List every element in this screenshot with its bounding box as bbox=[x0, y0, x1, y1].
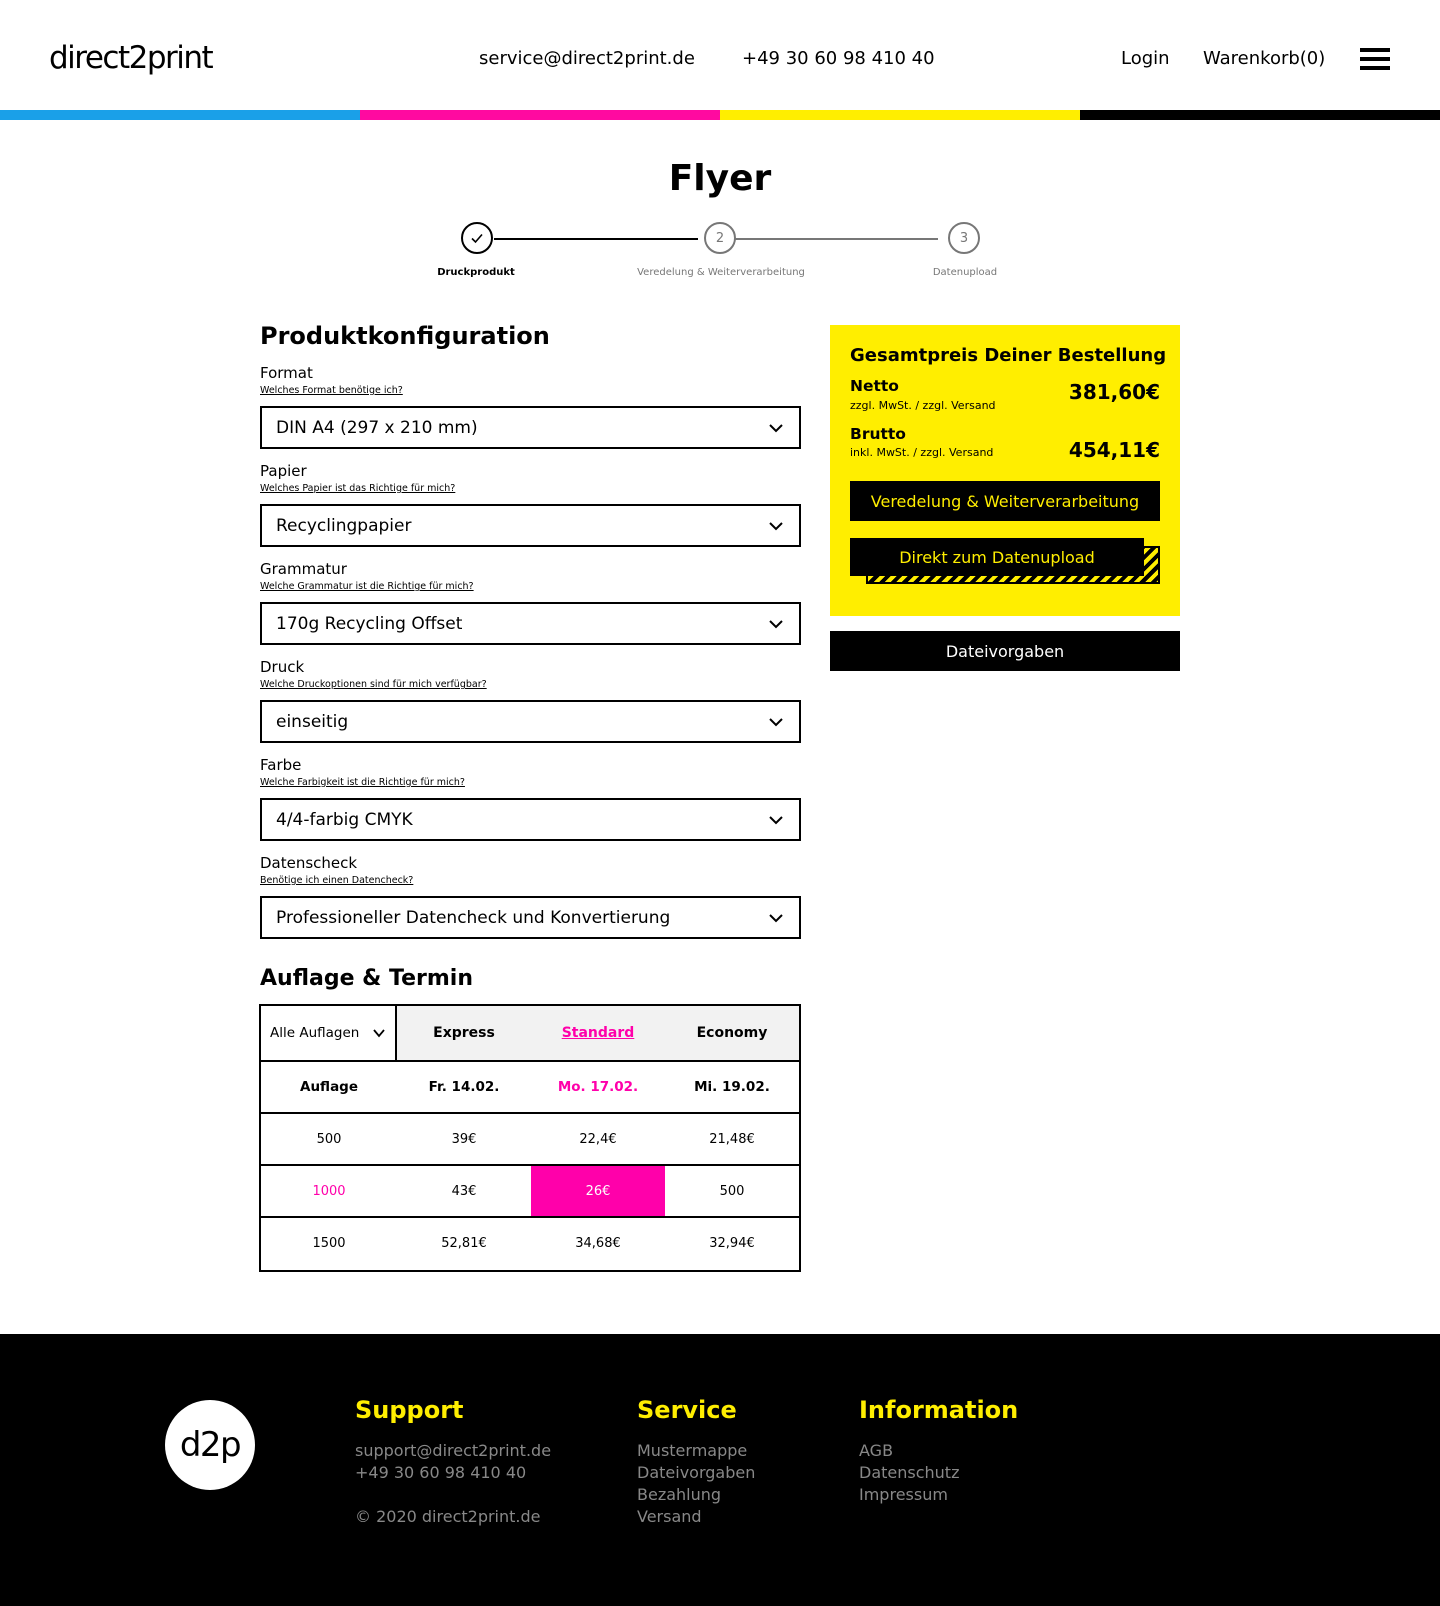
price-cell[interactable]: 500 bbox=[719, 1183, 745, 1199]
farbe-help-link[interactable]: Welche Farbigkeit ist die Richtige für mich? bbox=[260, 777, 465, 788]
footer-copyright: © 2020 direct2print.de bbox=[355, 1507, 541, 1526]
chevron-down-icon bbox=[372, 1026, 386, 1040]
auflagen-filter-value: Alle Auflagen bbox=[270, 1025, 360, 1041]
footer-link-bezahlung[interactable]: Bezahlung bbox=[637, 1485, 722, 1504]
step-2-number: 2 bbox=[715, 230, 725, 246]
footer-link-datenschutz[interactable]: Datenschutz bbox=[859, 1463, 960, 1482]
brutto-sub: inkl. MwSt. / zzgl. Versand bbox=[850, 446, 994, 459]
auflagen-filter-select[interactable] bbox=[261, 1006, 397, 1060]
datencheck-help-link[interactable]: Benötige ich einen Datencheck? bbox=[260, 875, 414, 886]
step-1-label: Druckprodukt bbox=[437, 267, 515, 278]
column-header-economy-date: Mi. 19.02. bbox=[694, 1079, 770, 1095]
chevron-down-icon bbox=[767, 615, 785, 633]
table-row-selected bbox=[261, 1166, 799, 1218]
cart-link[interactable]: Warenkorb(0) bbox=[1203, 48, 1326, 69]
chevron-down-icon bbox=[767, 713, 785, 731]
config-title: Produktkonfiguration bbox=[260, 322, 550, 350]
site-header bbox=[0, 0, 1440, 110]
farbe-label: Farbe bbox=[260, 756, 302, 774]
price-cell[interactable]: 43€ bbox=[451, 1183, 477, 1199]
format-value: DIN A4 (297 x 210 mm) bbox=[276, 417, 478, 438]
header-phone-link[interactable]: +49 30 60 98 410 40 bbox=[742, 48, 935, 69]
auflage-title: Auflage & Termin bbox=[260, 966, 473, 991]
header-email-link[interactable]: service@direct2print.de bbox=[479, 48, 695, 69]
grammatur-value: 170g Recycling Offset bbox=[276, 613, 463, 634]
brutto-label: Brutto bbox=[850, 425, 906, 443]
quantity-cell: 1500 bbox=[312, 1235, 346, 1251]
farbe-select[interactable] bbox=[260, 798, 801, 841]
footer-link-agb[interactable]: AGB bbox=[859, 1441, 894, 1460]
footer-support-title: Support bbox=[355, 1396, 464, 1424]
datencheck-select[interactable] bbox=[260, 896, 801, 939]
column-header-express-date: Fr. 14.02. bbox=[428, 1079, 500, 1095]
upload-button-wrapper bbox=[850, 538, 1160, 586]
column-header-standard-date: Mo. 17.02. bbox=[557, 1079, 639, 1095]
footer-link-dateivorgaben[interactable]: Dateivorgaben bbox=[637, 1463, 756, 1482]
papier-value: Recyclingpapier bbox=[276, 515, 412, 536]
datencheck-label: Datenscheck bbox=[260, 854, 358, 872]
progress-stepper bbox=[400, 222, 1040, 282]
price-cell[interactable]: 21,48€ bbox=[709, 1131, 755, 1147]
table-header-row bbox=[261, 1062, 799, 1114]
footer-information-column bbox=[859, 1396, 1018, 1506]
auflage-price-table bbox=[259, 1004, 801, 1272]
datenupload-button[interactable]: Direkt zum Datenupload bbox=[850, 538, 1144, 576]
cmyk-color-bar bbox=[0, 110, 1440, 120]
footer-link-mustermappe[interactable]: Mustermappe bbox=[637, 1441, 748, 1460]
footer-service-column bbox=[637, 1396, 755, 1528]
footer-service-title: Service bbox=[637, 1396, 737, 1424]
table-row bbox=[261, 1218, 799, 1270]
druck-value: einseitig bbox=[276, 711, 349, 732]
druck-help-link[interactable]: Welche Druckoptionen sind für mich verfügbar? bbox=[260, 679, 487, 690]
farbe-value: 4/4-farbig CMYK bbox=[276, 809, 413, 830]
site-footer bbox=[0, 1334, 1440, 1606]
tab-economy[interactable]: Economy bbox=[696, 1025, 768, 1041]
price-cell[interactable]: 22,4€ bbox=[579, 1131, 617, 1147]
papier-label: Papier bbox=[260, 462, 307, 480]
netto-sub: zzgl. MwSt. / zzgl. Versand bbox=[850, 399, 996, 412]
step-2-label: Veredelung & Weiterverarbeitung bbox=[637, 267, 805, 278]
page-title: Flyer bbox=[668, 158, 772, 199]
format-help-link[interactable]: Welches Format benötige ich? bbox=[260, 385, 403, 396]
papier-select[interactable] bbox=[260, 504, 801, 547]
checkmark-icon bbox=[469, 230, 485, 246]
step-2-circle[interactable] bbox=[704, 222, 736, 254]
login-link[interactable]: Login bbox=[1121, 48, 1170, 69]
step-connector bbox=[734, 238, 938, 240]
hamburger-menu-icon[interactable] bbox=[1360, 48, 1390, 70]
brutto-price: 454,11€ bbox=[1068, 438, 1160, 462]
price-cell[interactable]: 39€ bbox=[451, 1131, 477, 1147]
column-header-auflage: Auflage bbox=[300, 1079, 358, 1095]
tab-standard[interactable]: Standard bbox=[561, 1025, 635, 1041]
footer-link-impressum[interactable]: Impressum bbox=[859, 1485, 948, 1504]
netto-price: 381,60€ bbox=[1068, 380, 1160, 404]
druck-label: Druck bbox=[260, 658, 305, 676]
summary-title: Gesamtpreis Deiner Bestellung bbox=[850, 345, 1167, 366]
price-cell-selected[interactable]: 26€ bbox=[531, 1166, 665, 1216]
price-cell[interactable]: 32,94€ bbox=[709, 1235, 755, 1251]
footer-information-title: Information bbox=[859, 1396, 1019, 1424]
step-3-label: Datenupload bbox=[932, 267, 998, 278]
datencheck-value: Professioneller Datencheck und Konvertierung bbox=[276, 907, 671, 928]
delivery-tabs bbox=[397, 1006, 799, 1060]
papier-help-link[interactable]: Welches Papier ist das Richtige für mich? bbox=[260, 483, 456, 494]
footer-logo[interactable]: d2p bbox=[165, 1400, 255, 1490]
dateivorgaben-button[interactable]: Dateivorgaben bbox=[830, 631, 1180, 671]
order-summary-box bbox=[830, 325, 1180, 616]
quantity-cell: 1000 bbox=[312, 1183, 346, 1199]
footer-support-email[interactable]: support@direct2print.de bbox=[355, 1441, 552, 1460]
chevron-down-icon bbox=[767, 909, 785, 927]
price-cell[interactable]: 34,68€ bbox=[575, 1235, 621, 1251]
format-select[interactable] bbox=[260, 406, 801, 449]
grammatur-label: Grammatur bbox=[260, 560, 347, 578]
table-head bbox=[261, 1006, 799, 1062]
step-connector bbox=[494, 238, 698, 240]
site-logo[interactable]: direct2print bbox=[49, 40, 213, 76]
table-row bbox=[261, 1114, 799, 1166]
chevron-down-icon bbox=[767, 517, 785, 535]
step-3-number: 3 bbox=[959, 230, 969, 246]
footer-link-versand[interactable]: Versand bbox=[637, 1507, 702, 1526]
footer-support-column bbox=[355, 1396, 551, 1528]
netto-label: Netto bbox=[850, 377, 899, 395]
chevron-down-icon bbox=[767, 419, 785, 437]
step-3-circle[interactable] bbox=[948, 222, 980, 254]
product-configuration bbox=[260, 322, 801, 928]
price-cell[interactable]: 52,81€ bbox=[441, 1235, 487, 1251]
grammatur-help-link[interactable]: Welche Grammatur ist die Richtige für mich? bbox=[260, 581, 474, 592]
grammatur-select[interactable] bbox=[260, 602, 801, 645]
chevron-down-icon bbox=[767, 811, 785, 829]
druck-select[interactable] bbox=[260, 700, 801, 743]
format-label: Format bbox=[260, 364, 313, 382]
footer-support-phone[interactable]: +49 30 60 98 410 40 bbox=[355, 1463, 527, 1482]
quantity-cell: 500 bbox=[316, 1131, 342, 1147]
veredelung-button[interactable]: Veredelung & Weiterverarbeitung bbox=[850, 481, 1160, 521]
step-1-done[interactable] bbox=[461, 222, 493, 254]
tab-express[interactable]: Express bbox=[433, 1025, 495, 1041]
